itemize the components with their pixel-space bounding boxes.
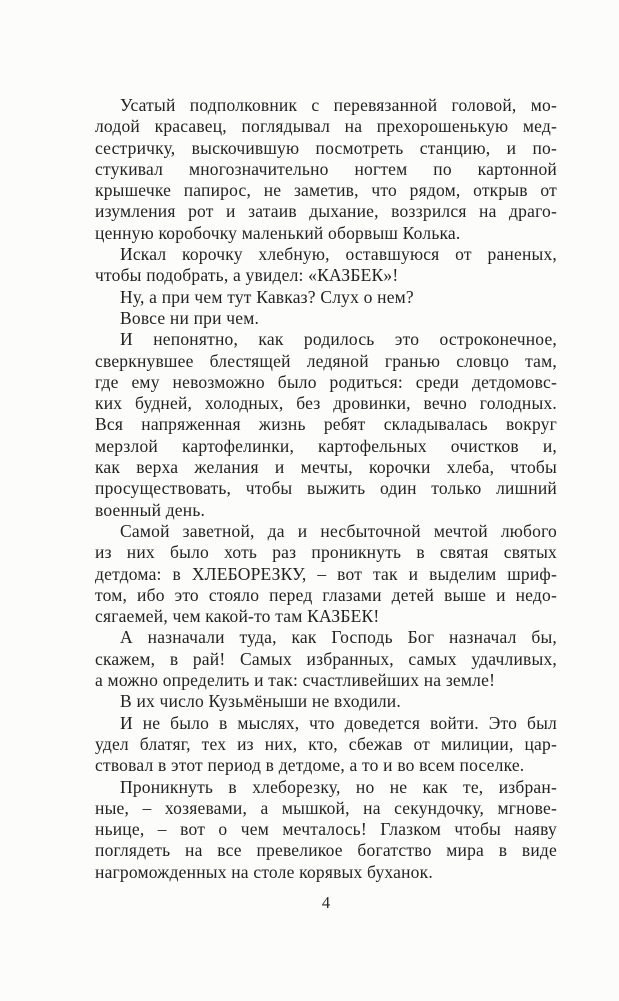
text-line: Проникнуть в хлеборезку, но не как те, избран-: [120, 776, 557, 797]
text-line: скажем, в рай! Самых избранных, самых удачливых,: [95, 648, 557, 669]
text-line: Вовсе ни при чем.: [120, 307, 260, 328]
text-line: военный день.: [95, 499, 206, 520]
text-line: сверкнувшее блестящей ледяной гранью словцо там,: [95, 350, 557, 371]
text-line: Искал корочку хлебную, оставшуюся от раненых,: [120, 244, 557, 265]
page-text-block: [95, 95, 557, 883]
text-line: Самой заветной, да и несбыточной мечтой любого: [120, 520, 557, 541]
text-line: детдома: в ХЛЕБОРЕЗКУ, – вот так и выделим шриф-: [95, 563, 557, 584]
text-line: лодой красавец, поглядывал на прехорошенькую мед-: [95, 116, 557, 137]
text-line: а можно определить и так: счастливейших на земле!: [95, 670, 496, 691]
text-line: из них было хоть раз проникнуть в святая святых: [95, 542, 557, 563]
page-number: 4: [321, 893, 331, 912]
text-line: как верха желания и мечты, корочки хлеба, чтобы: [95, 457, 557, 478]
text-line: изумления рот и затаив дыхание, воззрился на драго-: [95, 201, 557, 222]
text-line: мерзлой картофелинки, картофельных очистков и,: [95, 435, 557, 456]
text-line: стукивал многозначительно ногтем по картонной: [95, 158, 557, 179]
text-line: сягаемей, чем какой-то там КАЗБЕК!: [95, 606, 380, 627]
text-line: том, ибо это стояло перед глазами детей выше и недо-: [95, 584, 557, 605]
text-line: ствовал в этот период в детдоме, а то и во всем поселке.: [95, 755, 525, 776]
text-line: Ну, а при чем тут Кавказ? Слух о нем?: [120, 286, 414, 307]
text-line: ньице, – вот о чем мечталось! Глазком чтобы наяву: [95, 819, 557, 840]
text-line: сестричку, выскочившую посмотреть станцию, и по-: [95, 137, 557, 158]
text-line: поглядеть на все превеликое богатство мира в виде: [95, 840, 557, 861]
text-line: чтобы подобрать, а увидел: «КАЗБЕК»!: [95, 265, 399, 286]
text-line: где ему невозможно было родиться: среди детдомовс-: [95, 371, 557, 392]
text-line: А назначали туда, как Господь Бог назначал бы,: [120, 627, 557, 648]
text-line: удел блатяг, тех из них, кто, сбежав от милиции, цар-: [95, 733, 557, 754]
text-line: И непонятно, как родилось это остроконечное,: [120, 329, 557, 350]
text-line: Вся напряженная жизнь ребят складывалась вокруг: [95, 414, 557, 435]
text-line: просуществовать, чтобы выжить один только лишний: [95, 478, 557, 499]
text-line: ные, – хозяевами, а мышкой, на секундочку, мгнове-: [95, 797, 557, 818]
text-line: ценную коробочку маленький оборвыш Колька.: [95, 222, 461, 243]
text-line: И не было в мыслях, что доведется войти. Это был: [120, 712, 557, 733]
text-line: Усатый подполковник с перевязанной головой, мо-: [120, 95, 557, 115]
text-line: крышечке папирос, не заметив, что рядом, открыв от: [95, 180, 557, 201]
text-line: ких будней, холодных, без дровинки, вечно голодных.: [95, 393, 557, 414]
text-line: В их число Кузьмёныши не входили.: [120, 691, 401, 712]
text-line: нагроможденных на столе корявых буханок.: [95, 861, 433, 882]
